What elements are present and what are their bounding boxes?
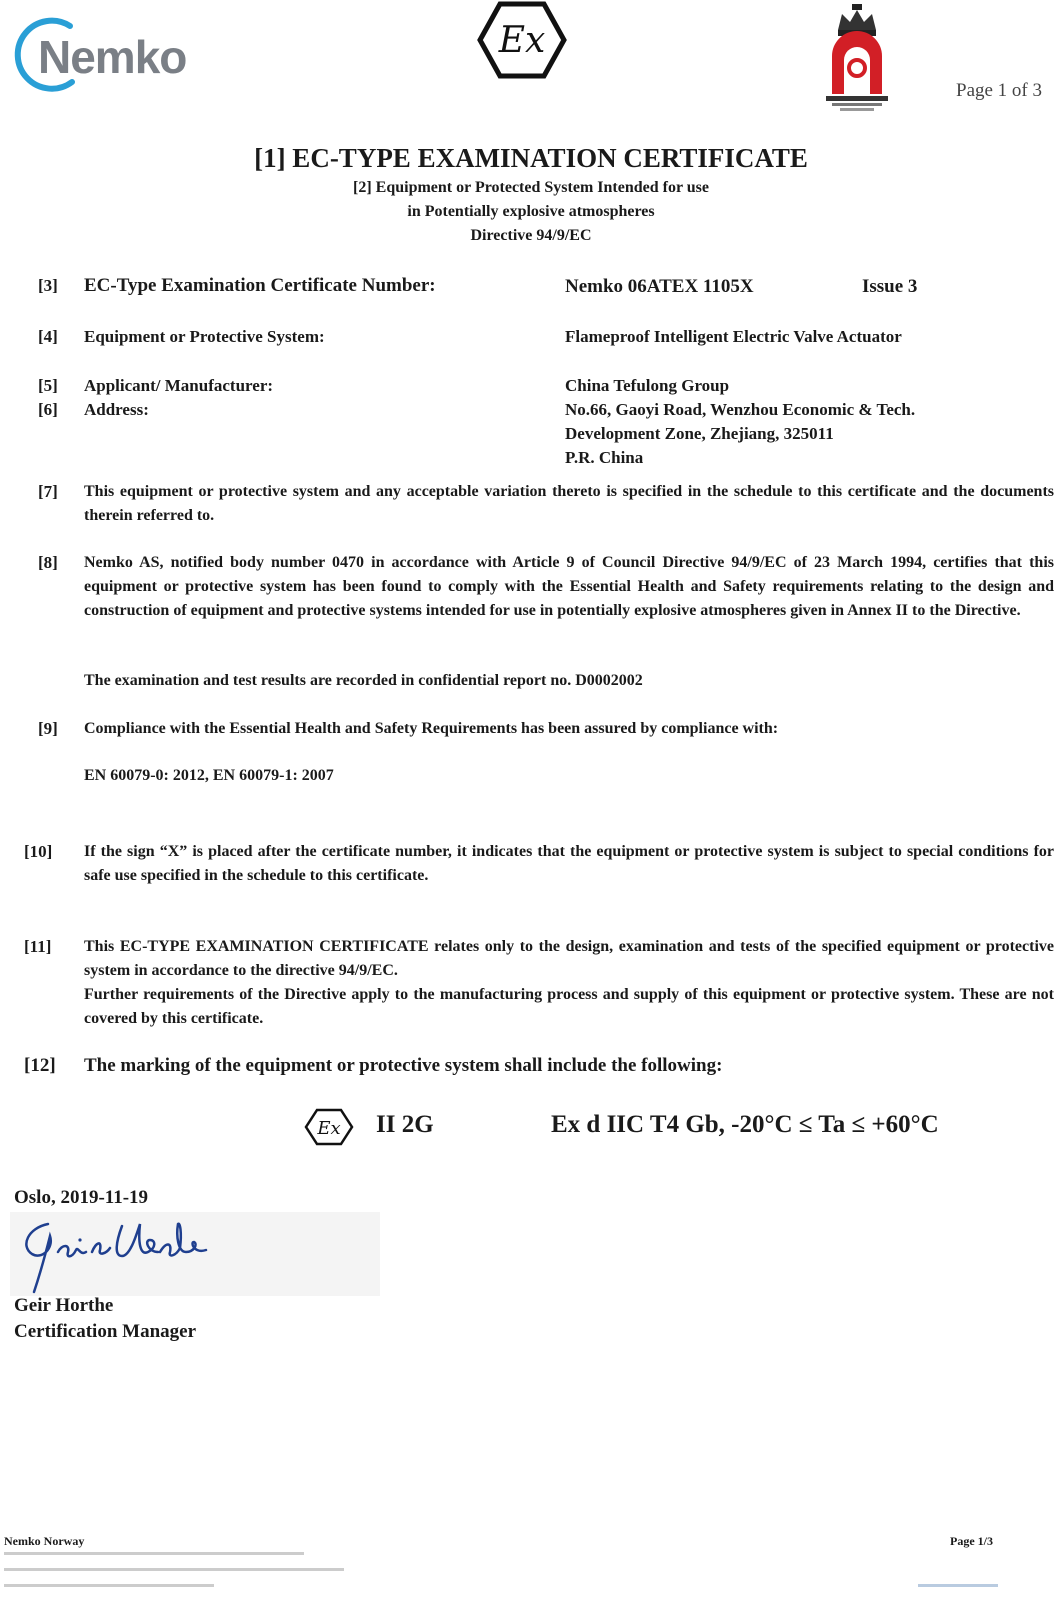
standards-list: EN 60079-0: 2012, EN 60079-1: 2007 xyxy=(84,767,334,784)
nemko-logo-text: Nemko xyxy=(38,31,187,83)
equipment-group: II 2G xyxy=(376,1111,434,1138)
field-number: [9] xyxy=(38,719,58,738)
paragraph-8: Nemko AS, notified body number 0470 in accordance with Article 9 of Council Directive 94/9/EC of 23 March 1994, certifies that this equipment or protective system has been found to comply with the Essential Health and Safety requirements relating to the design and construction of equipment and protective systems intended for use in potentially explosive atmospheres given in Annex II to the Directive. xyxy=(84,554,1054,619)
paragraph-12: The marking of the equipment or protective system shall include the following: xyxy=(84,1055,723,1076)
footer-contact-line xyxy=(4,1568,344,1571)
subtitle-line: in Potentially explosive atmospheres xyxy=(407,203,655,220)
ex-hexagon-logo xyxy=(476,0,568,80)
field-number: [4] xyxy=(38,327,58,346)
page-indicator: Page 1 of 3 xyxy=(956,80,1043,101)
address-line: No.66, Gaoyi Road, Wenzhou Economic & Tech. xyxy=(565,400,916,419)
field-number: [8] xyxy=(38,553,58,572)
address-label: Address: xyxy=(84,400,149,419)
signer-name: Geir Horthe xyxy=(14,1295,114,1316)
ex-marking-text: Ex xyxy=(317,1118,341,1139)
subtitle-line: [2] Equipment or Protected System Intended for use xyxy=(353,179,709,196)
footer-website-link[interactable] xyxy=(918,1584,998,1587)
paragraph-11: This EC-TYPE EXAMINATION CERTIFICATE relates only to the design, examination and tests of the specified equipment or protective system in accordance to the directive 94/9/EC. xyxy=(84,938,1054,979)
certificate-title: [1] EC-TYPE EXAMINATION CERTIFICATE xyxy=(254,143,808,173)
paragraph-10: If the sign “X” is placed after the certificate number, it indicates that the equipment or protective system is subject to special conditions for safe use specified in the schedule to this certificate. xyxy=(84,843,1054,884)
cert-number-value: Nemko 06ATEX 1105X xyxy=(565,276,754,297)
field-number: [5] xyxy=(38,376,58,395)
field-number: [7] xyxy=(38,482,58,501)
issue-value: Issue 3 xyxy=(862,276,918,297)
footer-company: Nemko Norway xyxy=(4,1534,85,1548)
ex-marking-icon xyxy=(304,1108,354,1146)
field-number: [3] xyxy=(38,276,58,295)
equipment-label: Equipment or Protective System: xyxy=(84,327,325,346)
report-reference: The examination and test results are recorded in confidential report no. D0002002 xyxy=(84,672,643,689)
address-line: P.R. China xyxy=(565,448,644,467)
ex-symbol-text: Ex xyxy=(498,20,546,61)
paragraph-7: This equipment or protective system and any acceptable variation thereto is specified in the schedule to this certificate and the documents therein referred to. xyxy=(84,483,1054,524)
signer-role: Certification Manager xyxy=(14,1321,197,1342)
equipment-value: Flameproof Intelligent Electric Valve Actuator xyxy=(565,327,902,346)
footer-page: Page 1/3 xyxy=(950,1534,993,1548)
footer-registration-line xyxy=(4,1584,214,1587)
cert-number-label: EC-Type Examination Certificate Number: xyxy=(84,275,436,296)
subtitle-line: Directive 94/9/EC xyxy=(470,227,592,244)
field-number: [10] xyxy=(24,842,53,861)
footer-address-line xyxy=(4,1552,304,1555)
protection-code: Ex d IIC T4 Gb, -20°C ≤ Ta ≤ +60°C xyxy=(551,1111,939,1138)
field-number: [6] xyxy=(38,400,58,419)
paragraph-9: Compliance with the Essential Health and Safety Requirements has been assured by compliance with: xyxy=(84,720,779,737)
nemko-logo xyxy=(12,12,212,98)
accreditation-crown-logo xyxy=(822,4,892,112)
applicant-label: Applicant/ Manufacturer: xyxy=(84,376,274,395)
paragraph-11: Further requirements of the Directive apply to the manufacturing process and supply of this equipment or protective system. These are not covered by this certificate. xyxy=(84,986,1054,1027)
address-line: Development Zone, Zhejiang, 325011 xyxy=(565,424,834,443)
field-number: [11] xyxy=(24,937,52,956)
place-date: Oslo, 2019-11-19 xyxy=(14,1187,149,1208)
applicant-value: China Tefulong Group xyxy=(565,376,730,395)
signature-image xyxy=(10,1212,380,1296)
field-number: [12] xyxy=(24,1055,56,1076)
